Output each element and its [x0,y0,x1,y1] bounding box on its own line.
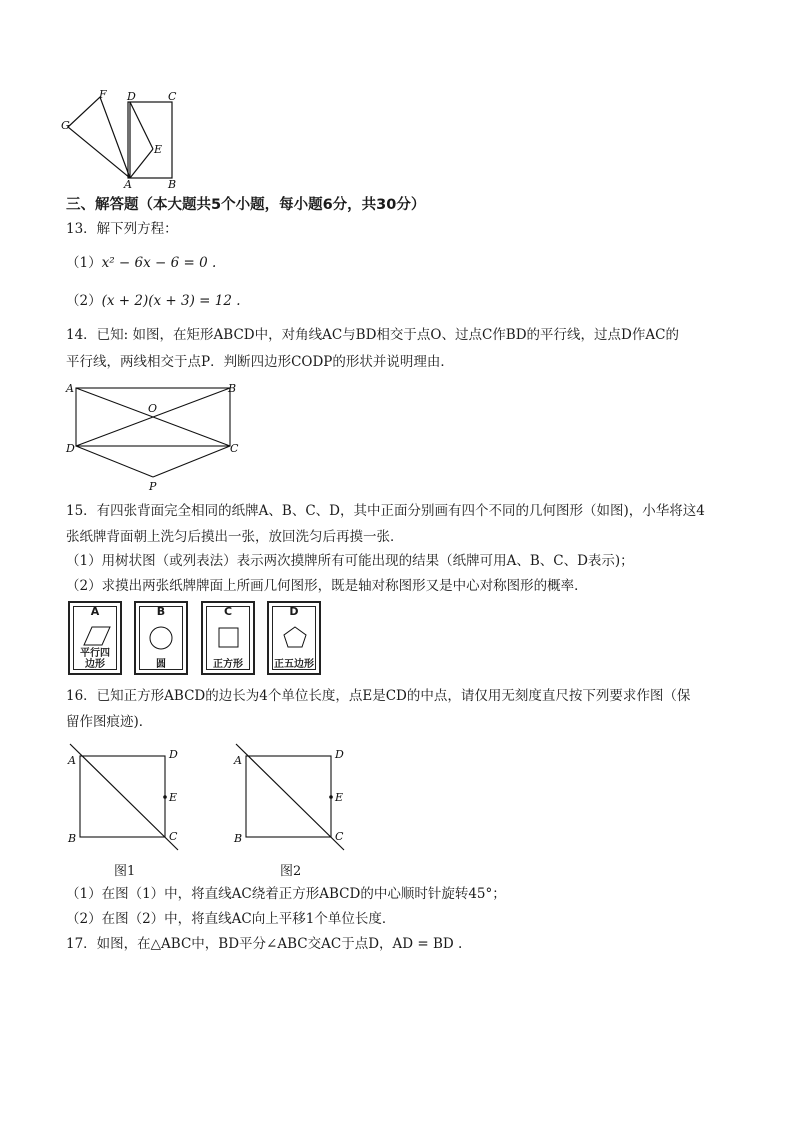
q16-figure-2 [228,740,358,852]
q15-part1: （1）用树状图（或列表法）表示两次摸牌所有可能出现的结果（纸牌可用A、B、C、D表示)； [66,553,634,569]
q15-part2: （2）求摸出两张纸牌牌面上所画几何图形，既是轴对称图形又是中心对称图形的概率． [66,578,588,594]
card-a-name: 平行四 边形 [80,648,110,670]
label-D: D [127,90,136,103]
label-D: D [169,748,178,761]
fig2-caption: 图2 [280,864,302,879]
card-b-name: 圆 [156,659,166,670]
section-header: 三、解答题（本大题共5个小题，每小题6分，共30分） [66,197,426,213]
label-O: O [148,402,158,415]
label-D: D [66,442,75,455]
q16-line1: 16．已知正方形ABCD的边长为4个单位长度，点E是CD的中点，请仅用无刻度直尺按下列要求作图（保 [66,688,691,704]
q13-part2-label: （2） [66,293,102,309]
card-d-letter: D [289,605,299,618]
q14-line2: 平行线，两线相交于点P．判断四边形CODP的形状并说明理由． [66,354,454,370]
label-C: C [335,830,344,843]
label-G: G [61,119,70,132]
card-d-name: 正五边形 [274,659,314,670]
label-B: B [68,832,77,845]
top-geometry-figure [60,88,190,190]
q13-part2 [66,292,241,310]
q16-line2: 留作图痕迹)． [66,714,153,730]
label-A: A [234,754,242,767]
label-F: F [99,88,107,101]
q13-part2-equation: (x + 2)(x + 3) = 12 . [101,293,241,309]
card-d [267,601,321,675]
label-E: E [169,791,178,804]
q14-line1: 14．已知: 如图，在矩形ABCD中，对角线AC与BD相交于点O、过点C作BD的平行线，过点D作AC的 [66,327,679,343]
fig1-caption: 图1 [114,864,136,879]
card-b [134,601,188,675]
q13-part1 [66,254,216,272]
label-C: C [168,90,177,103]
q15-line2: 张纸牌背面朝上洗匀后摸出一张，放回洗匀后再摸一张． [66,529,404,545]
label-B: B [234,832,243,845]
card-a [68,601,122,675]
q13-part1-equation: x² − 6x − 6 = 0 . [101,255,217,271]
label-P: P [149,480,157,492]
label-B: B [168,178,177,190]
q16-figure-1 [62,740,192,852]
pentagon-icon [269,625,323,651]
card-b-letter: B [156,605,166,618]
label-C: C [230,442,239,455]
label-A: A [68,754,76,767]
card-c-name: 正方形 [213,659,243,670]
q14-rectangle-figure [62,380,242,492]
q13-stem: 13．解下列方程： [66,221,178,237]
label-E: E [335,791,344,804]
label-E: E [154,143,163,156]
square-icon [203,625,257,651]
circle-icon [136,625,190,651]
label-B: B [228,382,237,395]
label-D: D [335,748,344,761]
label-A: A [124,178,132,190]
q13-part1-label: （1） [66,255,102,271]
label-A: A [66,382,74,395]
q17-line1: 17．如图，在△ABC中，BD平分∠ABC交AC于点D，AD = BD . [66,936,463,952]
q16-part1: （1）在图（1）中，将直线AC绕着正方形ABCD的中心顺时针旋转45°； [66,886,506,902]
q15-line1: 15．有四张背面完全相同的纸牌A、B、C、D，其中正面分别画有四个不同的几何图形（如图)，小华将这4 [66,503,705,519]
card-a-letter: A [90,605,100,618]
card-c [201,601,255,675]
q16-part2: （2）在图（2）中，将直线AC向上平移1个单位长度． [66,911,396,927]
label-C: C [169,830,178,843]
card-c-letter: C [223,605,233,618]
